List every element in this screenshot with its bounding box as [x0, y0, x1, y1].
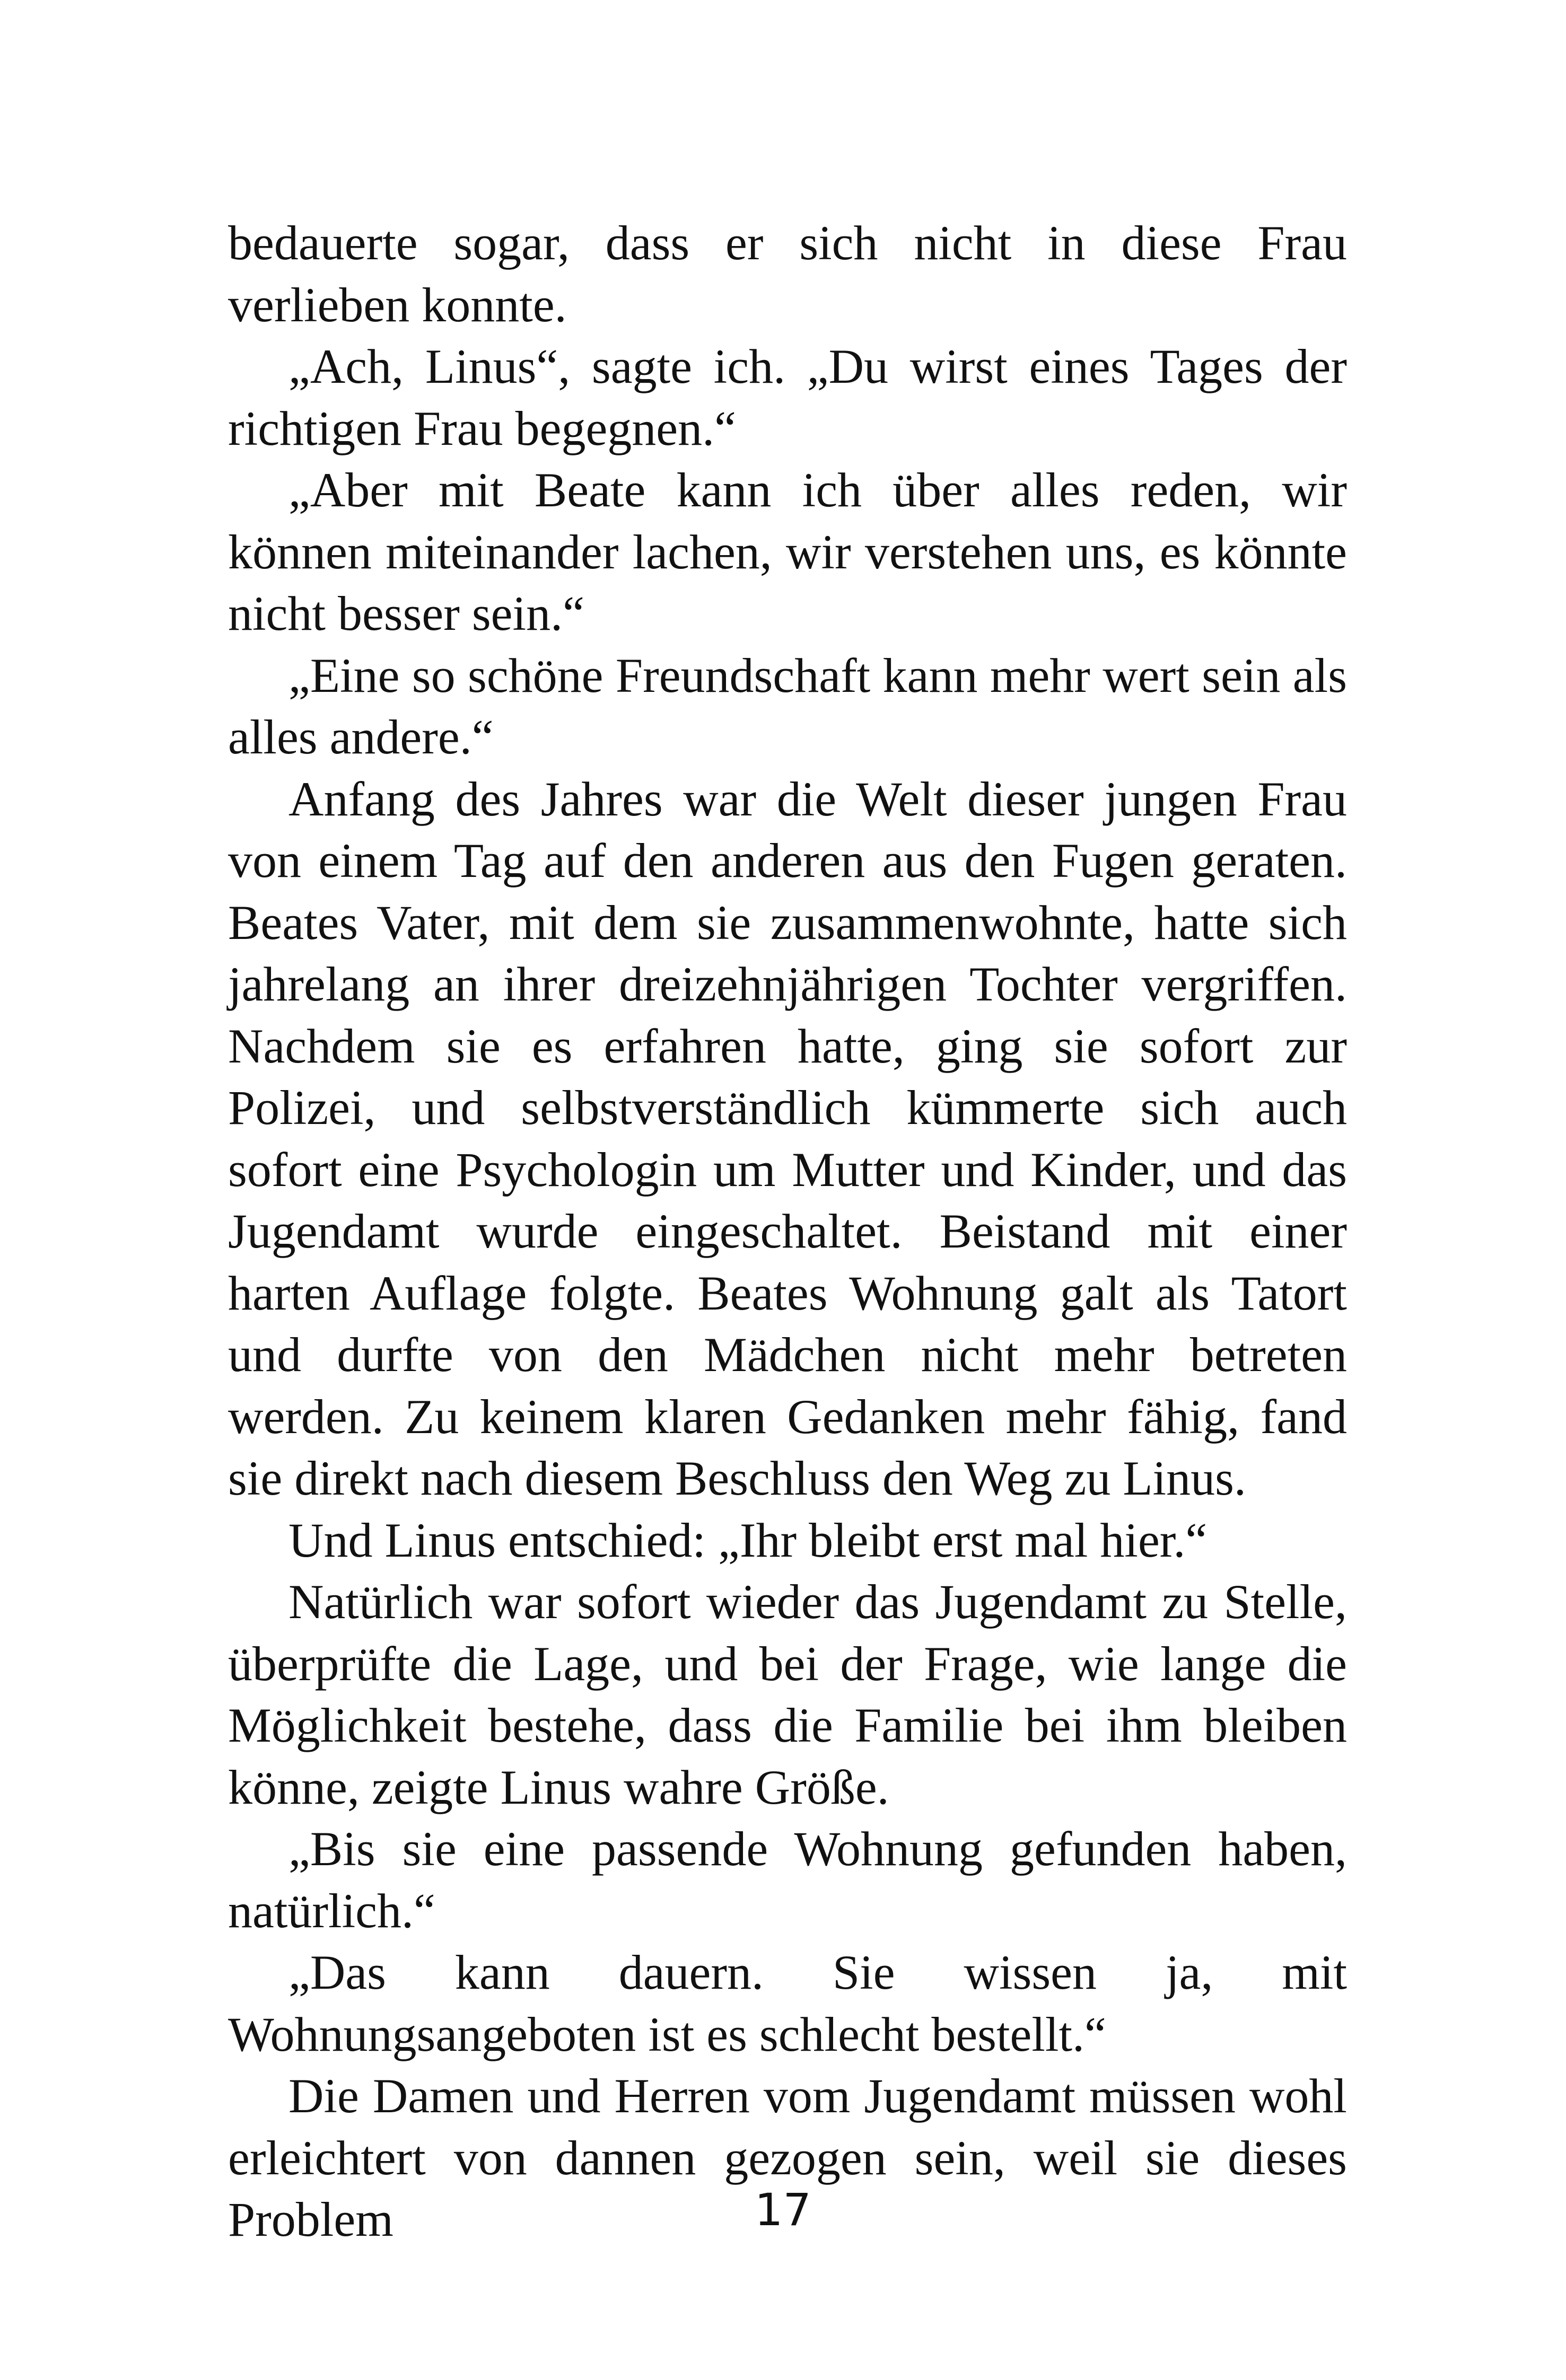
body-text — [228, 212, 1347, 2251]
paragraph-narrative: Anfang des Jahres war die Welt dieser jungen Frau von einem Tag auf den anderen aus den Fugen geraten. Beates Vater, mit dem sie zusammenwohnte, hatte sich jahrelang an ihrer dreizehnjährigen Tochter vergriffen. Nachdem sie es erfahren hatte, ging sie sofort zur Polizei, und selbstverständlich kümmerte sich auch sofort eine Psychologin um Mutter und Kinder, und das Jugendamt wurde eingeschaltet. Beistand mit einer harten Auflage folgte. Beates Wohnung galt als Tatort und durfte von den Mädchen nicht mehr betreten werden. Zu keinem klaren Gedanken mehr fähig, fand sie direkt nach diesem Beschluss den Weg zu Linus. — [228, 771, 1347, 1505]
paragraph-narrative: Die Damen und Herren vom Jugendamt müssen wohl erleichtert von dannen gezogen sein, weil sie dieses Problem — [228, 2069, 1347, 2246]
paragraph-narrative: Natürlich war sofort wieder das Jugendamt zu Stelle, überprüfte die Lage, und bei der Frage, wie lange die Möglichkeit bestehe, dass die Familie bei ihm bleiben könne, zeigte Linus wahre Größe. — [228, 1575, 1347, 1814]
paragraph-dialogue: „Ach, Linus“, sagte ich. „Du wirst eines Tages der richtigen Frau begegnen.“ — [228, 339, 1347, 455]
paragraph-dialogue: „Das kann dauern. Sie wissen ja, mit Wohnungsangeboten ist es schlecht bestellt.“ — [228, 1945, 1347, 2061]
paragraph-dialogue: „Bis sie eine passende Wohnung gefunden haben, natürlich.“ — [228, 1822, 1347, 1938]
paragraph-narrative: Und Linus entschied: „Ihr bleibt erst mal hier.“ — [288, 1513, 1208, 1567]
paragraph-continuation: bedauerte sogar, dass er sich nicht in diese Frau verlieben konnte. — [228, 216, 1347, 332]
paragraph-dialogue: „Eine so schöne Freundschaft kann mehr wert sein als alles andere.“ — [228, 648, 1347, 764]
page-number: 17 — [755, 2184, 811, 2236]
paragraph-dialogue: „Aber mit Beate kann ich über alles reden, wir können miteinander lachen, wir verstehen uns, es könnte nicht besser sein.“ — [228, 463, 1347, 640]
